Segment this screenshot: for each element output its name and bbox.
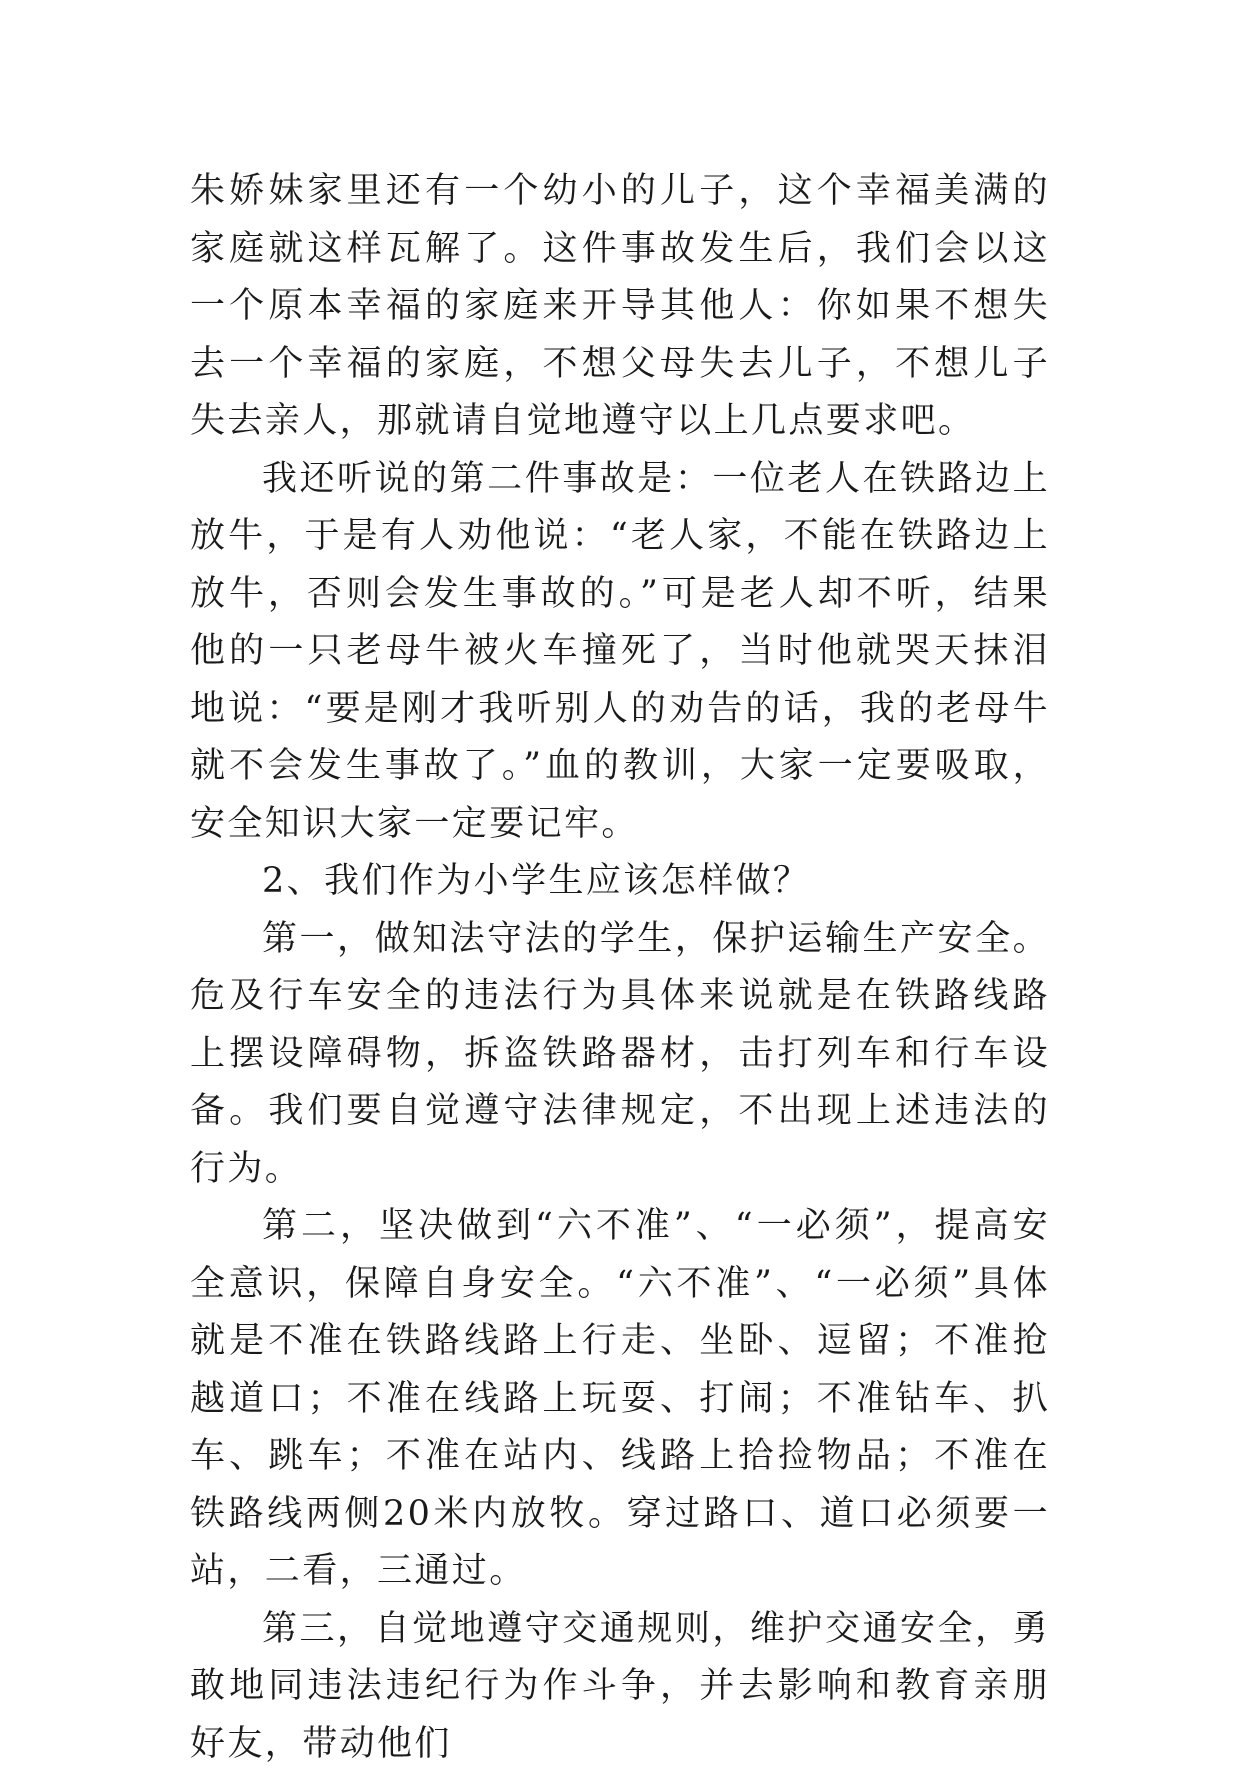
section-heading: 2、我们作为小学生应该怎样做？: [190, 853, 1050, 911]
document-body: [190, 163, 1050, 1773]
paragraph-family-story: 朱娇妹家里还有一个幼小的儿子，这个幸福美满的家庭就这样瓦解了。这件事故发生后，我们会以这一个原本幸福的家庭来开导其他人：你如果不想失去一个幸福的家庭，不想父母失去儿子，不想儿子失去亲人，那就请自觉地遵守以上几点要求吧。: [190, 163, 1050, 451]
paragraph-third-point: 第三，自觉地遵守交通规则，维护交通安全，勇敢地同违法违纪行为作斗争，并去影响和教育亲朋好友，带动他们: [190, 1601, 1050, 1773]
paragraph-first-point: 第一，做知法守法的学生，保护运输生产安全。危及行车安全的违法行为具体来说就是在铁路线路上摆设障碍物，拆盗铁路器材，击打列车和行车设备。我们要自觉遵守法律规定，不出现上述违法的行为。: [190, 911, 1050, 1199]
paragraph-second-point: 第二，坚决做到“六不准”、“一必须”，提高安全意识，保障自身安全。“六不准”、“一必须”具体就是不准在铁路线路上行走、坐卧、逗留；不准抢越道口；不准在线路上玩耍、打闹；不准钻车、扒车、跳车；不准在站内、线路上拾捡物品；不准在铁路线两侧20米内放牧。穿过路口、道口必须要一站，二看，三通过。: [190, 1198, 1050, 1601]
paragraph-second-accident: 我还听说的第二件事故是：一位老人在铁路边上放牛，于是有人劝他说：“老人家，不能在铁路边上放牛，否则会发生事故的。”可是老人却不听，结果他的一只老母牛被火车撞死了，当时他就哭天抹泪地说：“要是刚才我听别人的劝告的话，我的老母牛就不会发生事故了。”血的教训，大家一定要吸取，安全知识大家一定要记牢。: [190, 451, 1050, 854]
